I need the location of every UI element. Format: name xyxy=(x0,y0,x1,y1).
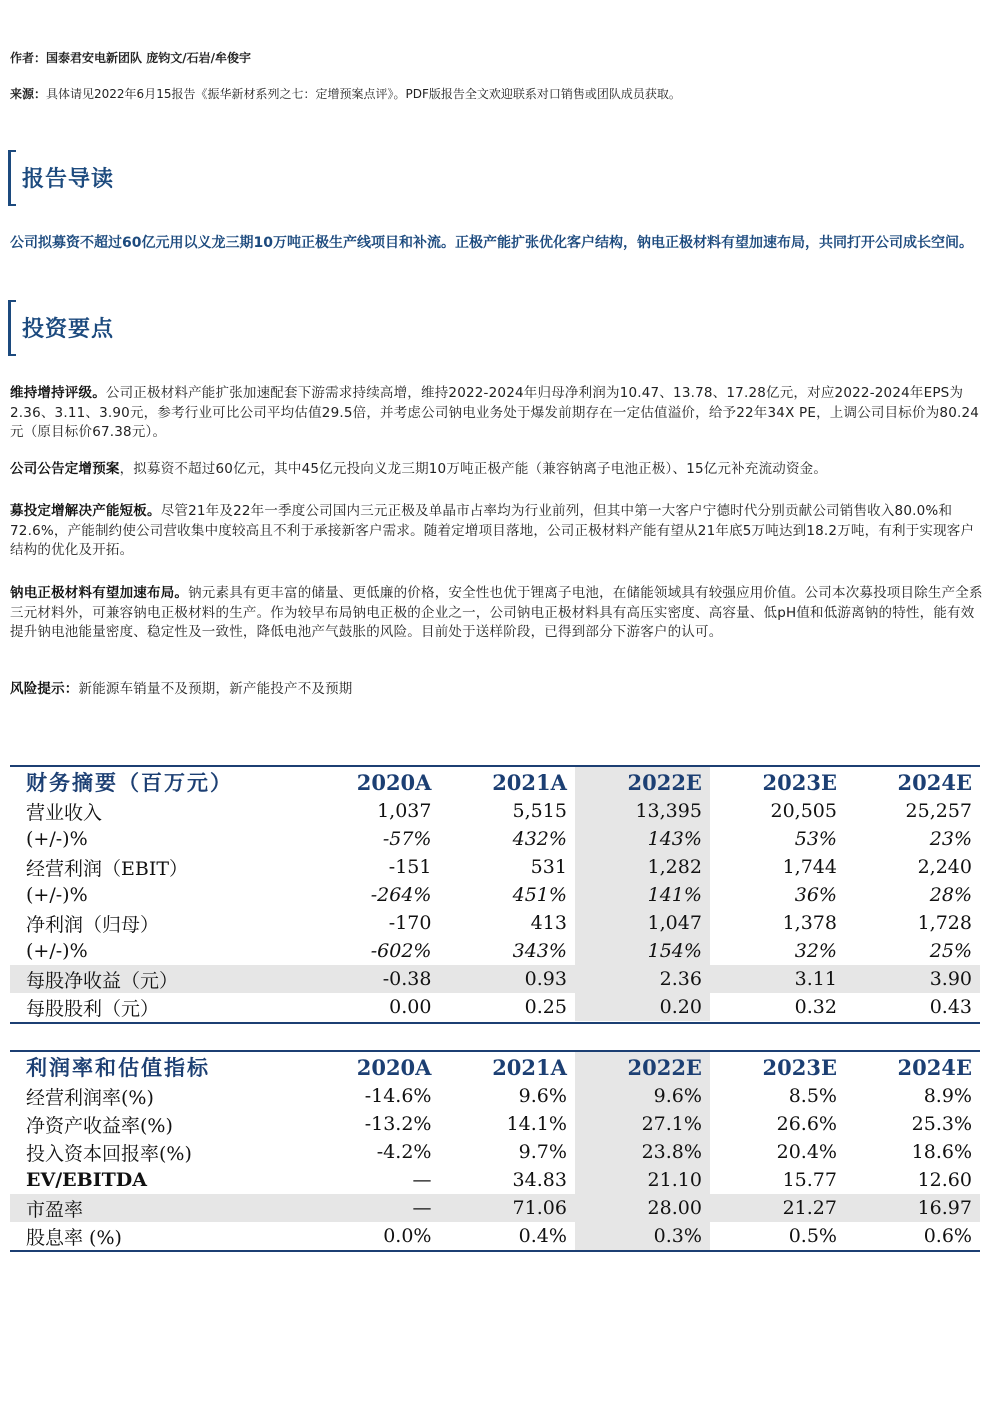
cell: 432% xyxy=(512,828,567,850)
cell: — xyxy=(304,1194,439,1222)
table-row xyxy=(10,1222,980,1250)
section-title-points: 投资要点 xyxy=(22,317,115,342)
author-line xyxy=(10,50,251,66)
cell: — xyxy=(412,1169,432,1191)
row-label: 经营利润（EBIT） xyxy=(26,857,189,880)
cell: 25% xyxy=(929,940,972,962)
cell: 36% xyxy=(794,884,837,906)
cell: 3.11 xyxy=(710,965,845,993)
cell: 15.77 xyxy=(782,1169,837,1191)
cell: 21.10 xyxy=(575,1166,710,1194)
table-row xyxy=(10,937,980,965)
cell: 0.5% xyxy=(788,1225,837,1247)
row-label: 投入资本回报率(%) xyxy=(26,1142,192,1165)
lead-paragraph: 公司拟募资不超过60亿元用以义龙三期10万吨正极生产线项目和补流。正极产能扩张优化客户结构，钠电正极材料有望加速布局，共同打开公司成长空间。 xyxy=(10,235,973,251)
cell: 28% xyxy=(929,884,972,906)
row-label: 每股净收益（元） xyxy=(10,965,304,993)
cell: 0.43 xyxy=(929,996,972,1018)
point-rating-head: 维持增持评级。 xyxy=(10,385,106,401)
cell: 71.06 xyxy=(439,1194,574,1222)
cell: 0.4% xyxy=(518,1225,567,1247)
section-header-points xyxy=(8,300,308,356)
row-label: EV/EBITDA xyxy=(26,1169,147,1191)
source-value: 具体请见2022年6月15报告《振华新材系列之七：定增预案点评》。PDF版报告全文欢迎联系对口销售或团队成员获取。 xyxy=(46,87,681,101)
point-rating-body: 公司正极材料产能扩张加速配套下游需求持续高增，维持2022-2024年归母净利润为10.47、13.78、17.28亿元，对应2022-2024年EPS为2.36、3.11、3.90元，参考行业可比公司平均估值29.5倍，并考虑公司钠电业务处于爆发前期存在一定估值溢价，给予22年34X PE，上调公司目标价为80.24元（原目标价67.38元）。 xyxy=(10,385,980,440)
point-announcement-body: ，拟募资不超过60亿元，其中45亿元投向义龙三期10万吨正极产能（兼容钠离子电池正极）、15亿元补充流动资金。 xyxy=(119,461,828,477)
section-header-guide xyxy=(8,150,308,206)
cell: 18.6% xyxy=(911,1141,972,1163)
table2-bottom-rule xyxy=(10,1250,980,1252)
table-row xyxy=(10,1166,980,1194)
point-rating xyxy=(10,384,984,443)
point-risk-head: 风险提示： xyxy=(10,681,79,697)
cell: 21.27 xyxy=(710,1194,845,1222)
valuation-table xyxy=(10,1052,980,1250)
table1-year: 2024E xyxy=(897,769,972,795)
source-line xyxy=(10,86,681,102)
table1-title: 财务摘要（百万元） xyxy=(26,770,233,795)
point-risk-body: 新能源车销量不及预期，新产能投产不及预期 xyxy=(78,681,353,697)
cell: 9.6% xyxy=(575,1082,710,1110)
cell: -264% xyxy=(370,884,432,906)
cell: 28.00 xyxy=(575,1194,710,1222)
table1-year: 2021A xyxy=(492,769,567,795)
cell: -0.38 xyxy=(304,965,439,993)
cell: -13.2% xyxy=(364,1113,432,1135)
point-sodium-body: 钠元素具有更丰富的储量、更低廉的价格，安全性也优于锂离子电池，在储能领域具有较强应用价值。公司本次募投项目除生产全系三元材料外，可兼容钠电正极材料的生产。作为较早布局钠电正极的企业之一，公司钠电正极材料具有高压实密度、高容量、低pH值和低游离钠的特性，能有效提升钠电池能量密度、稳定性及一致性，降低电池产气鼓胀的风险。目前处于送样阶段，已得到部分下游客户的认可。 xyxy=(10,585,983,640)
cell: 8.9% xyxy=(923,1085,972,1107)
source-label: 来源： xyxy=(10,87,47,101)
table1-year: 2022E xyxy=(575,767,710,797)
cell: 0.32 xyxy=(794,996,837,1018)
table-row xyxy=(10,965,980,993)
row-label: 每股股利（元） xyxy=(26,997,160,1020)
cell: 0.3% xyxy=(575,1222,710,1250)
point-risk xyxy=(10,680,984,700)
row-label: 股息率 (%) xyxy=(26,1226,122,1249)
cell: 2.36 xyxy=(575,965,710,993)
cell: 26.6% xyxy=(776,1113,837,1135)
table1-year: 2023E xyxy=(762,769,837,795)
cell: 16.97 xyxy=(845,1194,980,1222)
table2-year: 2021A xyxy=(492,1054,567,1080)
table-row xyxy=(10,797,980,825)
row-label: 净利润（归母） xyxy=(26,913,160,936)
table2-year: 2020A xyxy=(356,1054,432,1080)
row-label: 经营利润率(%) xyxy=(26,1086,154,1109)
cell: 0.20 xyxy=(575,993,710,1021)
section-title-guide: 报告导读 xyxy=(22,167,115,192)
row-label: (+/-)% xyxy=(26,940,88,962)
table-row xyxy=(10,1138,980,1166)
cell: 25.3% xyxy=(911,1113,972,1135)
cell: 20.4% xyxy=(776,1141,837,1163)
cell: 0.25 xyxy=(524,996,567,1018)
cell: -14.6% xyxy=(364,1085,432,1107)
point-announcement-head: 公司公告定增预案 xyxy=(10,461,120,477)
point-announcement xyxy=(10,460,984,480)
cell: 1,728 xyxy=(917,912,972,934)
cell: 0.93 xyxy=(439,965,574,993)
cell: 531 xyxy=(530,856,567,878)
point-sodium xyxy=(10,584,984,643)
cell: 34.83 xyxy=(512,1169,567,1191)
cell: 27.1% xyxy=(575,1110,710,1138)
cell: 9.7% xyxy=(518,1141,567,1163)
cell: -602% xyxy=(370,940,432,962)
row-label: 营业收入 xyxy=(26,801,103,824)
table-row xyxy=(10,1194,980,1222)
cell: 1,378 xyxy=(782,912,837,934)
cell: 451% xyxy=(512,884,567,906)
table1-header-row xyxy=(10,767,980,797)
point-capacity-body: 尽管21年及22年一季度公司国内三元正极及单晶市占率均为行业前列，但其中第一大客户宁德时代分别贡献公司销售收入80.0%和72.6%，产能制约使公司营收集中度较高且不利于承接新客户需求。随着定增项目落地，公司正极材料产能有望从21年底5万吨达到18.2万吨，有利于实现客户结构的优化及开拓。 xyxy=(10,503,975,558)
cell: -4.2% xyxy=(376,1141,432,1163)
cell: 343% xyxy=(512,940,567,962)
cell: 1,282 xyxy=(575,853,710,881)
point-capacity-head: 募投定增解决产能短板。 xyxy=(10,503,161,519)
cell: 8.5% xyxy=(788,1085,837,1107)
row-label: (+/-)% xyxy=(26,828,88,850)
cell: 2,240 xyxy=(917,856,972,878)
table2-title: 利润率和估值指标 xyxy=(26,1055,210,1080)
cell: -57% xyxy=(382,828,432,850)
cell: -170 xyxy=(388,912,432,934)
table-row xyxy=(10,1082,980,1110)
cell: 12.60 xyxy=(917,1169,972,1191)
table1-bottom-rule xyxy=(10,1022,980,1024)
cell: 3.90 xyxy=(845,965,980,993)
row-label: (+/-)% xyxy=(26,884,88,906)
table-row xyxy=(10,909,980,937)
cell: 32% xyxy=(794,940,837,962)
cell: 154% xyxy=(575,937,710,965)
table2-year: 2024E xyxy=(897,1054,972,1080)
cell: 1,047 xyxy=(575,909,710,937)
cell: 25,257 xyxy=(905,800,972,822)
cell: 20,505 xyxy=(770,800,837,822)
cell: 5,515 xyxy=(512,800,567,822)
cell: -151 xyxy=(388,856,432,878)
table2-year: 2022E xyxy=(575,1052,710,1082)
table-row xyxy=(10,853,980,881)
cell: 0.00 xyxy=(389,996,432,1018)
table-row xyxy=(10,825,980,853)
author-value: 国泰君安电新团队 庞钧文/石岩/牟俊宇 xyxy=(46,51,251,65)
financial-summary-table xyxy=(10,767,980,1021)
table1-year: 2020A xyxy=(356,769,432,795)
cell: 0.0% xyxy=(383,1225,432,1247)
row-label: 市盈率 xyxy=(10,1194,304,1222)
cell: 23.8% xyxy=(575,1138,710,1166)
cell: 9.6% xyxy=(518,1085,567,1107)
table2-header-row xyxy=(10,1052,980,1082)
point-sodium-head: 钠电正极材料有望加速布局。 xyxy=(10,585,189,601)
cell: 13,395 xyxy=(575,797,710,825)
table-row xyxy=(10,993,980,1021)
cell: 413 xyxy=(530,912,567,934)
cell: 1,744 xyxy=(782,856,837,878)
table-row xyxy=(10,1110,980,1138)
author-label: 作者： xyxy=(10,51,47,65)
cell: 23% xyxy=(929,828,972,850)
cell: 1,037 xyxy=(377,800,432,822)
cell: 14.1% xyxy=(506,1113,567,1135)
row-label: 净资产收益率(%) xyxy=(26,1114,173,1137)
cell: 141% xyxy=(575,881,710,909)
cell: 143% xyxy=(575,825,710,853)
table2-year: 2023E xyxy=(762,1054,837,1080)
table-row xyxy=(10,881,980,909)
cell: 53% xyxy=(794,828,837,850)
cell: 0.6% xyxy=(923,1225,972,1247)
point-capacity xyxy=(10,502,984,561)
